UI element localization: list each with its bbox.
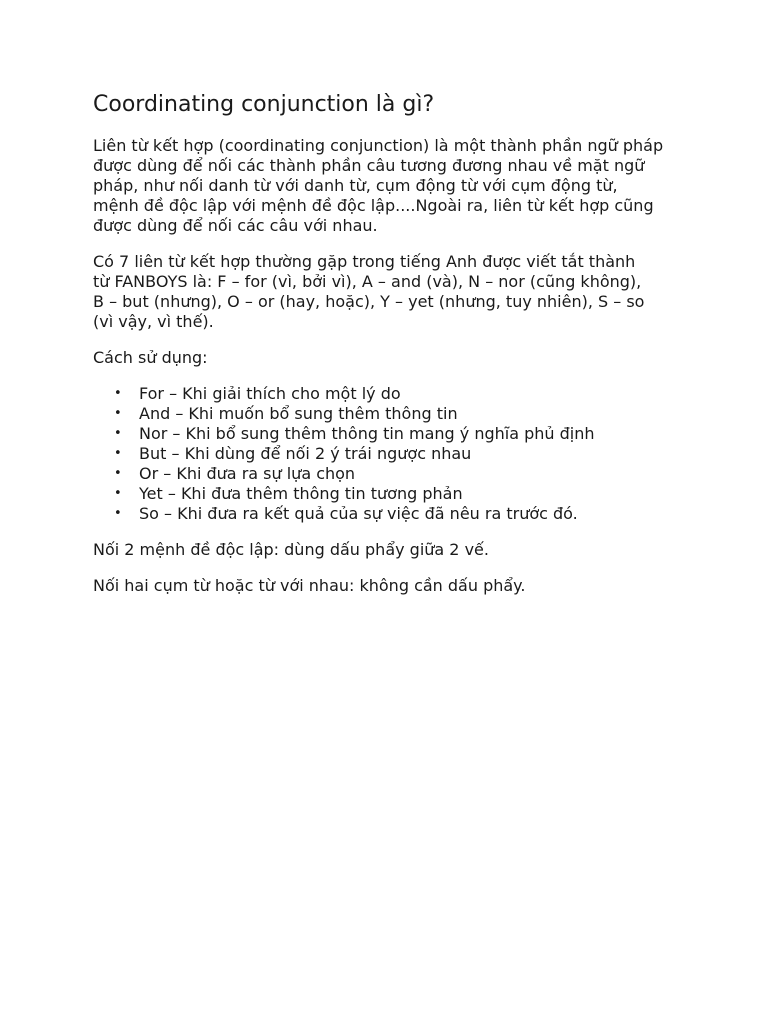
list-item-and	[93, 404, 693, 424]
usage-heading: Cách sử dụng:	[93, 348, 208, 367]
bullet-icon: •	[114, 466, 122, 481]
usage-list	[93, 384, 693, 524]
bullet-icon: •	[114, 506, 122, 521]
list-item-text: Nor – Khi bổ sung thêm thông tin mang ý nghĩa phủ định	[139, 424, 595, 443]
list-item-so	[93, 504, 693, 524]
list-item-yet	[93, 484, 693, 504]
phrase-rule-paragraph: Nối hai cụm từ hoặc từ với nhau: không cần dấu phẩy.	[93, 576, 526, 595]
list-item-text: And – Khi muốn bổ sung thêm thông tin	[139, 404, 458, 423]
list-item-text: For – Khi giải thích cho một lý do	[139, 384, 401, 403]
list-item-text: But – Khi dùng để nối 2 ý trái ngược nhau	[139, 444, 472, 463]
list-item-or	[93, 464, 693, 484]
list-item-text: Yet – Khi đưa thêm thông tin tương phản	[139, 484, 463, 503]
intro-paragraph: Liên từ kết hợp (coordinating conjunction) là một thành phần ngữ pháp được dùng để nối các thành phần câu tương đương nhau về mặt ngữ pháp, như nối danh từ với danh từ, cụm động từ với cụm động từ, mệnh đề độc lập với mệnh đề độc lập....Ngoài ra, liên từ kết hợp cũng được dùng để nối các câu với nhau.	[93, 136, 664, 235]
document-page	[93, 90, 693, 612]
list-item-nor	[93, 424, 693, 444]
bullet-icon: •	[114, 386, 122, 401]
fanboys-paragraph: Có 7 liên từ kết hợp thường gặp trong tiếng Anh được viết tắt thành từ FANBOYS là: F – for (vì, bởi vì), A – and (và), N – nor (cũng không), B – but (nhưng), O – or (hay, hoặc), Y – yet (nhưng, tuy nhiên), S – so (vì vậy, vì thế).	[93, 252, 645, 331]
clause-rule-paragraph: Nối 2 mệnh đề độc lập: dùng dấu phẩy giữa 2 vế.	[93, 540, 489, 559]
bullet-icon: •	[114, 486, 122, 501]
page-title: Coordinating conjunction là gì?	[93, 92, 435, 117]
list-item-for	[93, 384, 693, 404]
list-item-text: Or – Khi đưa ra sự lựa chọn	[139, 464, 356, 483]
bullet-icon: •	[114, 406, 122, 421]
list-item-text: So – Khi đưa ra kết quả của sự việc đã nêu ra trước đó.	[139, 504, 578, 523]
bullet-icon: •	[114, 426, 122, 441]
list-item-but	[93, 444, 693, 464]
bullet-icon: •	[114, 446, 122, 461]
